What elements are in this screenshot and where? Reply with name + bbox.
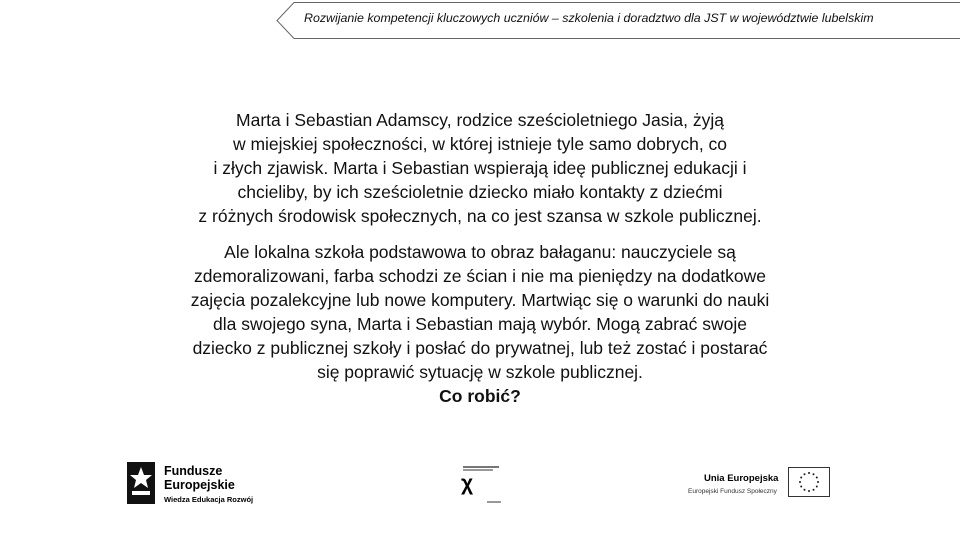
fundusze-line2: Europejskie <box>164 478 235 492</box>
fundusze-star-icon <box>126 461 156 505</box>
paragraph-2-line: dziecko z publicznej szkoły i posłać do prywatnej, lub też zostać i postarać <box>192 338 768 358</box>
paragraph-2-line: zajęcia pozalekcyjne lub nowe komputery. Martwiąc się o warunki do nauki <box>190 290 770 310</box>
paragraph-1-line: Marta i Sebastian Adamscy, rodzice sześcioletniego Jasia, żyją <box>236 110 724 130</box>
footer-logos <box>0 455 960 515</box>
paragraph-1-line: chcieliby, by ich sześcioletnie dziecko miało kontakty z dziećmi <box>237 182 723 202</box>
paragraph-2-line: dla swojego syna, Marta i Sebastian mają wybór. Mogą zabrać swoje <box>212 314 747 334</box>
paragraph-1-line: w miejskiej społeczności, w której istnieje tyle samo dobrych, co <box>232 134 728 154</box>
eu-star-icon <box>804 473 806 475</box>
paragraph-1-line: z różnych środowisk społecznych, na co jest szansa w szkole publicznej. <box>198 206 762 226</box>
fundusze-line1: Fundusze <box>164 464 223 478</box>
paragraph-1 <box>120 108 840 228</box>
paragraph-2-line: Ale lokalna szkoła podstawowa to obraz bałaganu: nauczyciele są <box>224 242 736 262</box>
eu-star-icon <box>800 477 802 479</box>
eu-star-icon <box>817 481 819 483</box>
eu-star-icon <box>813 473 815 475</box>
header-title: Rozwijanie kompetencji kluczowych uczniów – szkolenia i doradztwo dla JST w województwie lubelskim <box>304 11 874 25</box>
eu-star-icon <box>804 489 806 491</box>
eu-star-icon <box>813 489 815 491</box>
paragraph-2 <box>120 240 840 408</box>
eu-line1: Unia Europejska <box>704 473 779 484</box>
eu-star-icon <box>816 486 818 488</box>
unia-europejska-logo <box>688 467 834 501</box>
paragraph-1-line: i złych zjawisk. Marta i Sebastian wspierają ideę publicznej edukacji i <box>213 158 747 178</box>
fundusze-line3: Wiedza Edukacja Rozwój <box>164 495 254 504</box>
eu-line2: Europejski Fundusz Społeczny <box>688 488 777 495</box>
paragraph-2-line: się poprawić sytuację w szkole publicznej. <box>317 362 643 382</box>
question-text: Co robić? <box>439 386 521 406</box>
main-content <box>120 108 840 420</box>
eu-star-icon <box>816 477 818 479</box>
eu-star-icon <box>808 472 810 474</box>
eu-star-icon <box>799 481 801 483</box>
regional-logo <box>461 465 505 507</box>
eu-flag-icon <box>788 467 830 497</box>
eu-star-icon <box>808 490 810 492</box>
regional-logo-icon: χ <box>461 472 474 495</box>
paragraph-2-line: zdemoralizowani, farba schodzi ze ścian i nie ma pieniędzy na dodatkowe <box>194 266 766 286</box>
eu-star-icon <box>800 486 802 488</box>
fundusze-europejskie-logo <box>126 459 266 509</box>
header-banner <box>276 2 960 38</box>
